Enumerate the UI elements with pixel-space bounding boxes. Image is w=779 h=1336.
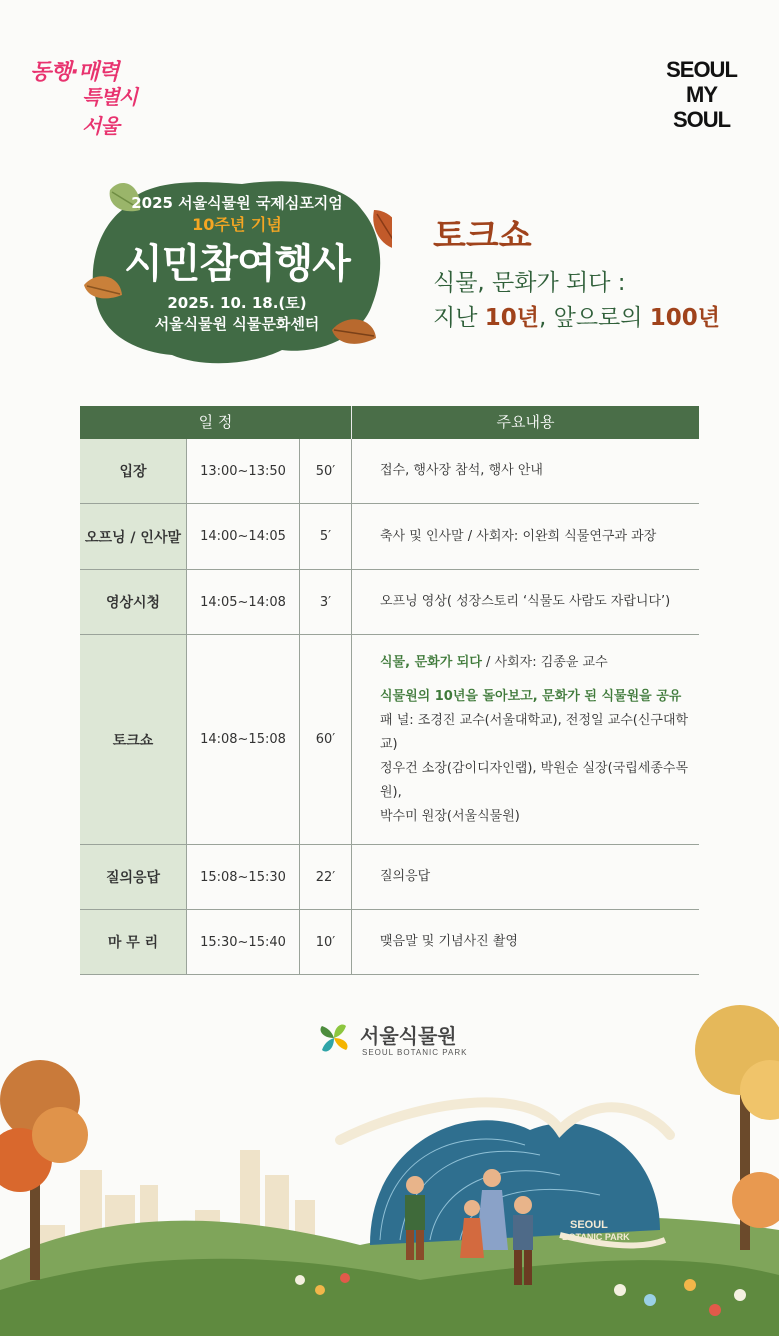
- row-duration: 22′: [300, 845, 352, 909]
- row-description: [352, 845, 699, 909]
- desc-line: 접수, 행사장 참석, 행사 안내: [380, 463, 543, 478]
- slogan-line1: 동행·매력: [30, 60, 119, 85]
- desc-line: 식물원의 10년을 돌아보고, 문화가 된 식물원을 공유: [380, 688, 682, 704]
- table-row: [80, 635, 699, 845]
- table-header: [80, 406, 699, 439]
- table-row: [80, 845, 699, 910]
- row-name: 토크쇼: [80, 635, 187, 844]
- row-time: 15:08~15:30: [187, 845, 300, 909]
- badge-venue: 서울식물원 식물문화센터: [154, 315, 320, 333]
- badge-anniversary: 10주년 기념: [192, 215, 282, 234]
- botanic-park-pinwheel-icon: [314, 1018, 354, 1058]
- row-name: 입장: [80, 439, 187, 503]
- talkshow-subtitle-1: 식물, 문화가 되다 :: [433, 270, 626, 296]
- table-row: [80, 504, 699, 570]
- row-time: 15:30~15:40: [187, 910, 300, 974]
- row-description: [352, 504, 699, 569]
- row-time: 14:08~15:08: [187, 635, 300, 844]
- row-name: 영상시청: [80, 570, 187, 634]
- subtitle-accent: 10년: [484, 305, 539, 331]
- dome-sign-line1: SEOUL: [570, 1219, 608, 1231]
- badge-title: 시민참여행사: [124, 241, 350, 287]
- badge-date: 2025. 10. 18.(토): [167, 294, 307, 312]
- table-row: [80, 570, 699, 635]
- row-duration: 50′: [300, 439, 352, 503]
- dome-sign-line2: BOTANIC PARK: [562, 1232, 630, 1242]
- desc-highlight: 식물, 문화가 되다: [380, 654, 482, 670]
- row-description: [352, 570, 699, 634]
- botanic-park-name: 서울식물원: [360, 1024, 457, 1048]
- row-duration: 10′: [300, 910, 352, 974]
- row-duration: 5′: [300, 504, 352, 569]
- desc-line: 축사 및 인사말 / 사회자: 이완희 식물연구과 과장: [380, 528, 657, 544]
- event-badge: [82, 170, 392, 370]
- talkshow-title: 토크쇼: [433, 216, 532, 256]
- seoul-logo-line1: SEOUL: [666, 57, 737, 82]
- row-description: [352, 910, 699, 974]
- seoul-my-soul-logo: [664, 57, 739, 132]
- seoul-logo-line2: MY SOUL: [672, 82, 731, 132]
- desc-line: 질의응답: [380, 869, 431, 884]
- row-time: 14:05~14:08: [187, 570, 300, 634]
- header-content: 주요내용: [496, 413, 555, 431]
- table-row: [80, 439, 699, 504]
- talkshow-subtitle-2: [433, 299, 720, 332]
- badge-symposium: 2025 서울식물원 국제심포지엄: [131, 194, 343, 212]
- desc-text: / 사회자: 김종윤 교수: [481, 654, 608, 670]
- subtitle-text: , 앞으로의: [538, 305, 650, 331]
- desc-line: 패 널: 조경진 교수(서울대학교), 전정일 교수(신구대학교): [380, 712, 689, 752]
- table-row: [80, 910, 699, 975]
- subtitle-accent: 100년: [649, 305, 721, 331]
- subtitle-text: 지난: [433, 305, 485, 331]
- row-time: 14:00~14:05: [187, 504, 300, 569]
- desc-line: 오프닝 영상( 성장스토리 ‘식물도 사람도 자랍니다’): [380, 594, 671, 609]
- row-name: 오프닝 / 인사말: [80, 504, 187, 569]
- row-duration: 3′: [300, 570, 352, 634]
- desc-line: 박수미 원장(서울식물원): [380, 808, 520, 824]
- seoul-slogan-logo: [30, 55, 160, 138]
- row-time: 13:00~13:50: [187, 439, 300, 503]
- botanic-park-name-en: SEOUL BOTANIC PARK: [362, 1048, 468, 1057]
- row-name: 질의응답: [80, 845, 187, 909]
- row-description: [352, 439, 699, 503]
- row-description: [352, 635, 699, 844]
- desc-line: [380, 651, 699, 675]
- row-duration: 60′: [300, 635, 352, 844]
- header-schedule: 일 정: [80, 406, 352, 439]
- desc-line: 맺음말 및 기념사진 촬영: [380, 934, 518, 949]
- row-name: 마 무 리: [80, 910, 187, 974]
- tree-icon: [695, 1005, 779, 1250]
- desc-line: 정우건 소장(감이디자인랩), 박원순 실장(국립세종수목원),: [380, 760, 689, 800]
- schedule-table: [80, 406, 699, 975]
- seoul-botanic-park-logo: [314, 1018, 474, 1060]
- slogan-line2: 특별시 서울: [82, 85, 137, 138]
